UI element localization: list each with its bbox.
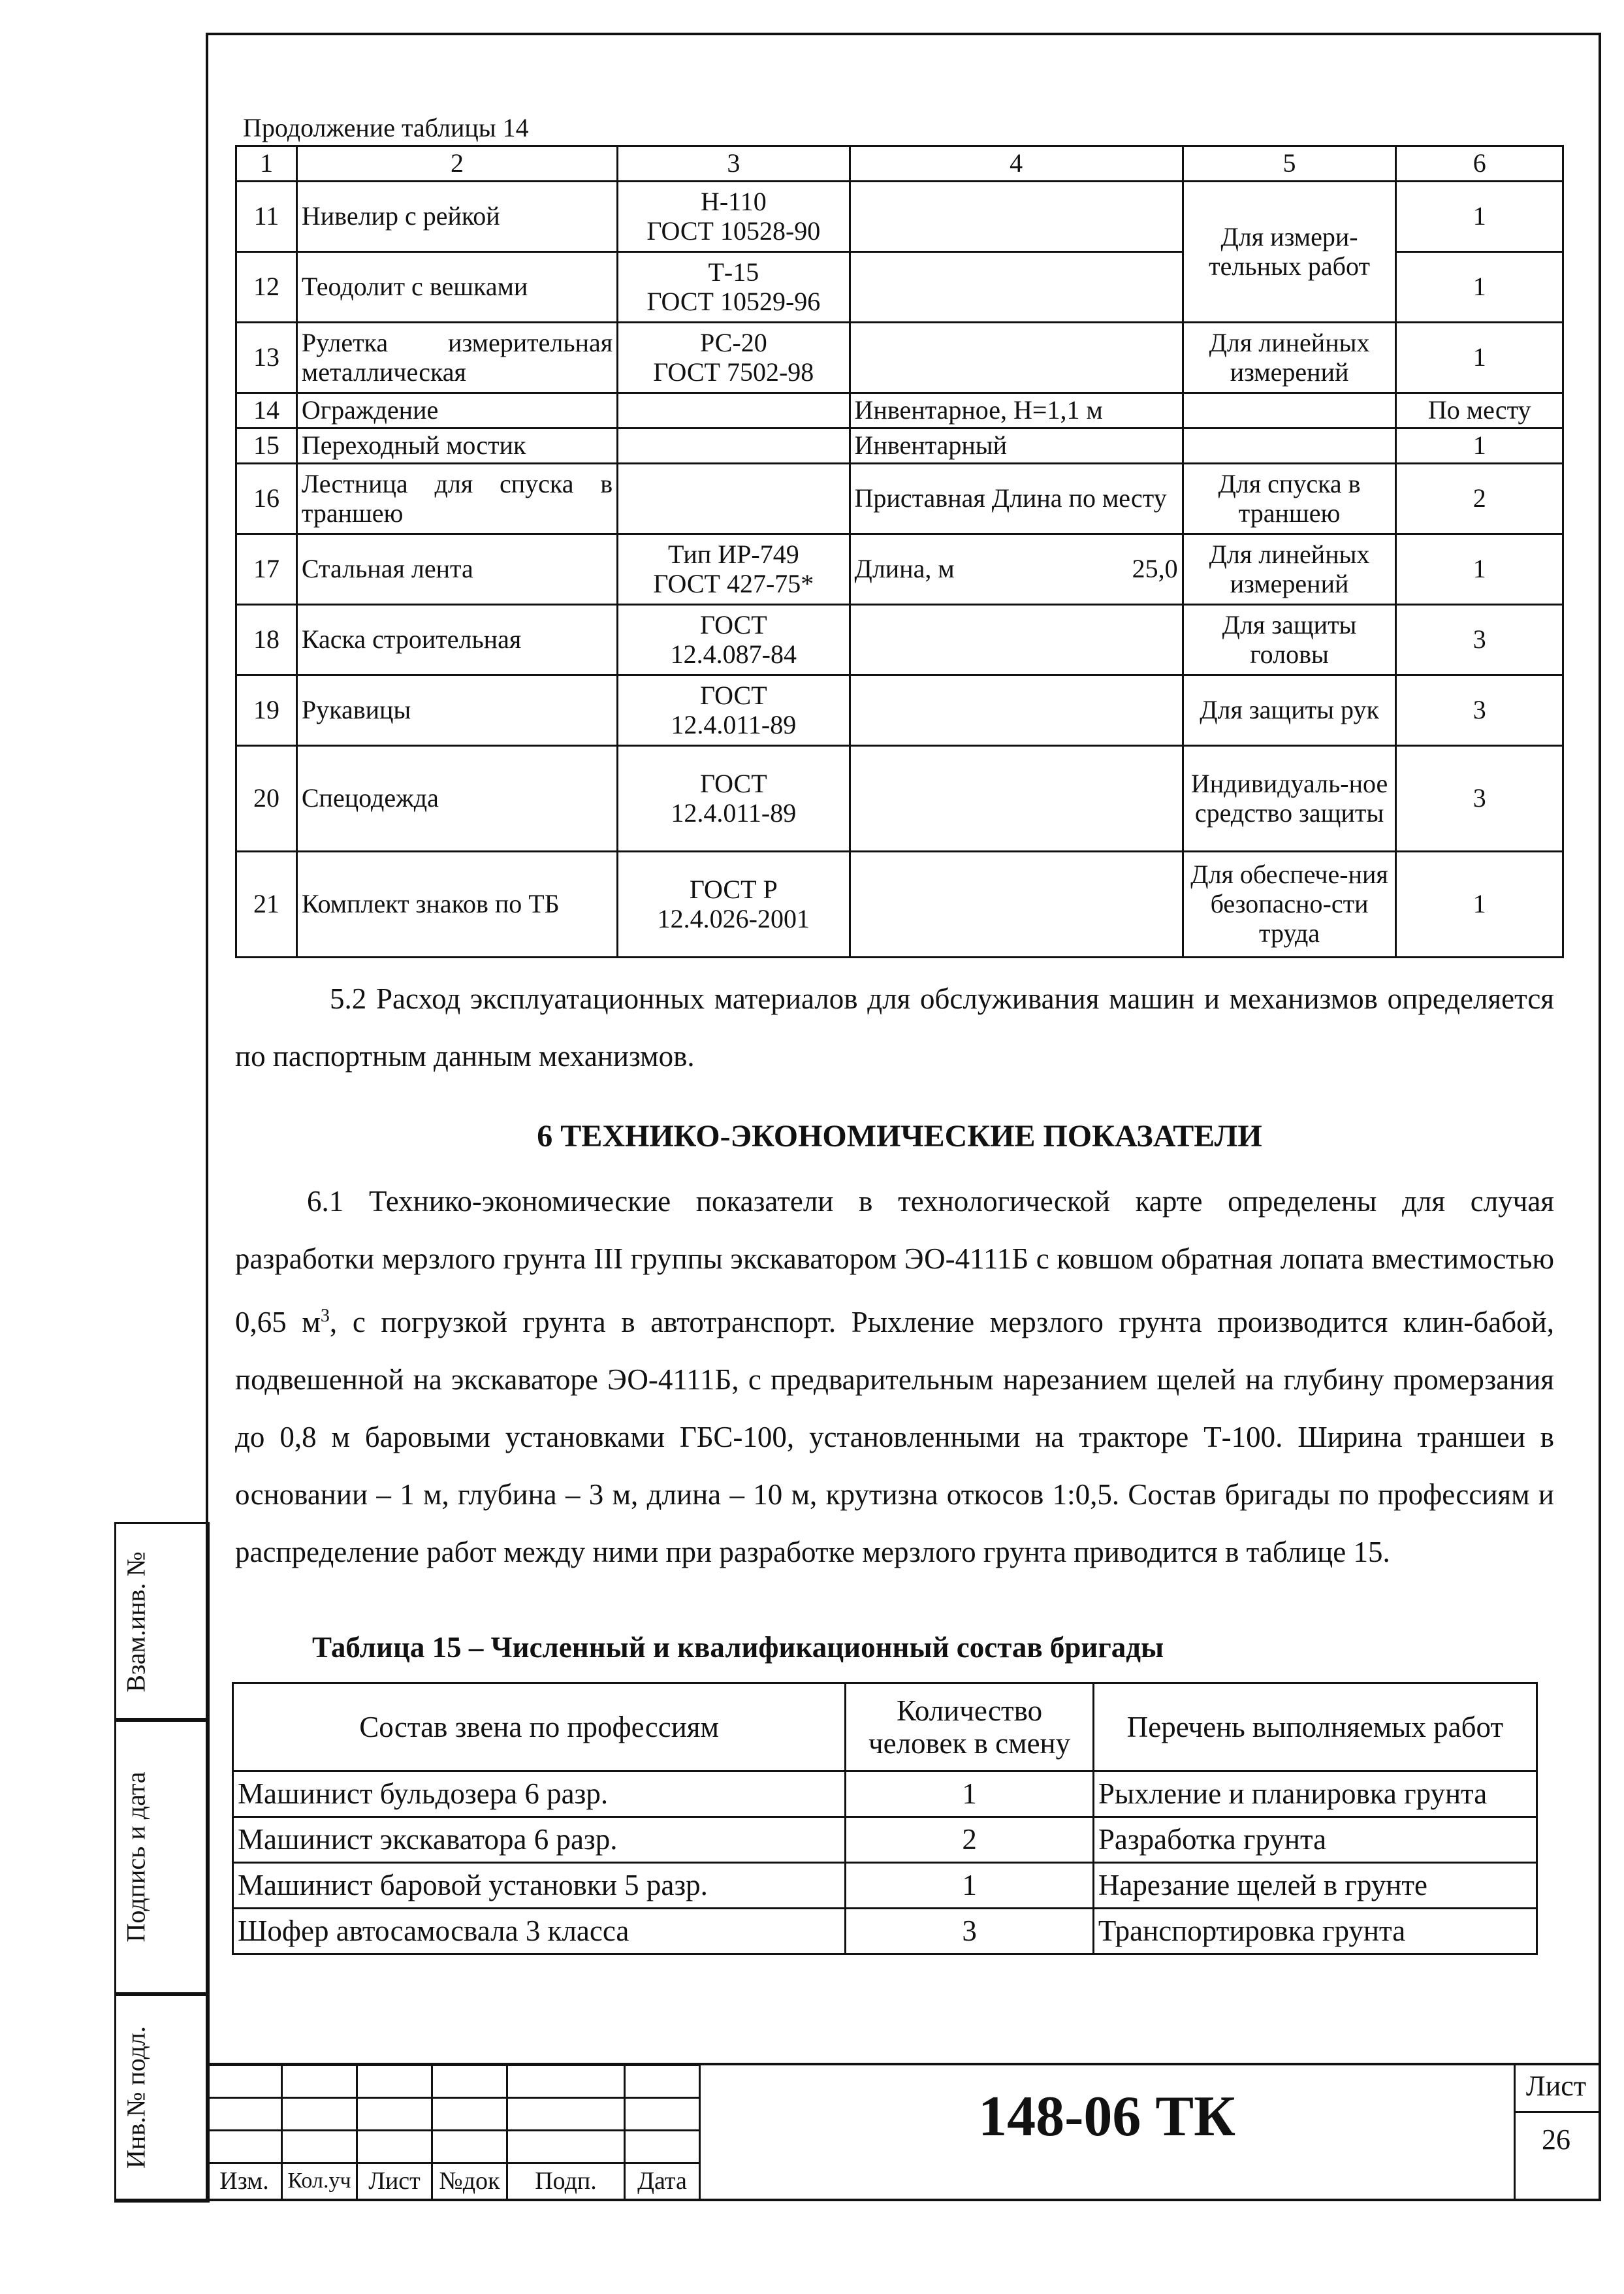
table-row bbox=[233, 1817, 1537, 1863]
table-row bbox=[233, 1771, 1537, 1817]
item-purpose bbox=[1183, 393, 1396, 428]
item-purpose: Для защиты головы bbox=[1183, 605, 1396, 675]
item-characteristics bbox=[850, 323, 1183, 393]
item-characteristics: Инвентарный bbox=[850, 428, 1183, 464]
side-box-signature-date bbox=[114, 1718, 210, 1996]
item-characteristics: Приставная Длина по месту bbox=[850, 464, 1183, 534]
item-purpose: Для обеспече-ния безопасно-сти труда bbox=[1183, 852, 1396, 958]
row-number: 15 bbox=[236, 428, 297, 464]
item-standard: Т-15 ГОСТ 10529-96 bbox=[618, 252, 850, 323]
characteristic-value: 25,0 bbox=[1132, 554, 1178, 584]
characteristic-label: Длина, м bbox=[854, 554, 955, 584]
row-number: 11 bbox=[236, 182, 297, 252]
item-name: Спецодежда bbox=[296, 746, 617, 852]
profession: Машинист баровой установки 5 разр. bbox=[233, 1863, 846, 1909]
item-purpose: Для спуска в траншею bbox=[1183, 464, 1396, 534]
side-box-original-inv bbox=[114, 1992, 210, 2203]
item-characteristics bbox=[850, 534, 1183, 605]
item-quantity: По месту bbox=[1396, 393, 1563, 428]
work-list: Транспортировка грунта bbox=[1093, 1909, 1536, 1954]
row-number: 18 bbox=[236, 605, 297, 675]
row-number: 20 bbox=[236, 746, 297, 852]
table15-caption: Таблица 15 – Численный и квалификационный состав бригады bbox=[312, 1631, 1164, 1664]
item-standard: Тип ИР-749 ГОСТ 427-75* bbox=[618, 534, 850, 605]
table-row bbox=[236, 534, 1563, 605]
revision-grid bbox=[206, 2064, 701, 2201]
table-row bbox=[236, 393, 1563, 428]
item-name: Лестница для спуска в траншею bbox=[296, 464, 617, 534]
paragraph-6-1: 6.1 Технико-экономические показатели в технологической карте определены для случая разработки мерзлого грунта III группы экскаватором ЭО-4111Б с ковшом обратная лопата вместимостью 0,65 $м^3$, с погрузкой грунта в автотранспорт. Рыхление мерзлого грунта производится клин-бабой, подвешенной на экскаваторе ЭО-4111Б, с предварительным нарезанием щелей на глубину промерзания до 0,8 м баровыми установками ГБС-100, установленными на тракторе Т-100. Ширина траншеи в основании – 1 м, глубина – 3 м, длина – 10 м, крутизна откосов 1:0,5. Состав бригады по профессиям и распределение работ между ними при разработке мерзлого грунта приводится в таблице 15. bbox=[235, 1185, 1554, 1568]
headcount: 2 bbox=[846, 1817, 1094, 1863]
item-characteristics bbox=[850, 252, 1183, 323]
side-box-replacement-inv bbox=[114, 1522, 210, 1722]
item-standard: РС-20 ГОСТ 7502-98 bbox=[618, 323, 850, 393]
revision-header-row bbox=[207, 2163, 700, 2200]
item-name: Рулетка измерительная металлическая bbox=[296, 323, 617, 393]
item-quantity: 1 bbox=[1396, 323, 1563, 393]
table14-header-cell: 6 bbox=[1396, 146, 1563, 182]
item-standard: ГОСТ 12.4.011-89 bbox=[618, 746, 850, 852]
table-row bbox=[233, 1909, 1537, 1954]
table15 bbox=[232, 1682, 1538, 1955]
profession: Шофер автосамосвала 3 класса bbox=[233, 1909, 846, 1954]
table15-header-row bbox=[233, 1683, 1537, 1771]
table14-header-row bbox=[236, 146, 1563, 182]
table-row bbox=[236, 852, 1563, 958]
item-standard bbox=[618, 393, 850, 428]
item-purpose: Для защиты рук bbox=[1183, 675, 1396, 746]
profession: Машинист бульдозера 6 разр. bbox=[233, 1771, 846, 1817]
table14-header-cell: 3 bbox=[618, 146, 850, 182]
item-quantity: 1 bbox=[1396, 428, 1563, 464]
col-count: Кол.уч bbox=[282, 2163, 357, 2200]
item-standard: Н-110 ГОСТ 10528-90 bbox=[618, 182, 850, 252]
side-label-original-inv: Инв.№ подл. bbox=[121, 2026, 151, 2169]
sheet-label: Лист bbox=[1525, 2070, 1587, 2102]
sheet-cell-split bbox=[1514, 2111, 1601, 2113]
col-sheet: Лист bbox=[357, 2163, 432, 2200]
table-row bbox=[236, 428, 1563, 464]
item-purpose: Индивидуаль-ное средство защиты bbox=[1183, 746, 1396, 852]
item-standard: ГОСТ Р 12.4.026-2001 bbox=[618, 852, 850, 958]
item-quantity: 3 bbox=[1396, 605, 1563, 675]
sheet-number: 26 bbox=[1542, 2124, 1570, 2156]
table14 bbox=[235, 145, 1564, 958]
table15-header-cell: Количество человек в смену bbox=[846, 1683, 1094, 1771]
item-quantity: 3 bbox=[1396, 746, 1563, 852]
item-name: Переходный мостик bbox=[296, 428, 617, 464]
item-name: Теодолит с вешками bbox=[296, 252, 617, 323]
item-quantity: 1 bbox=[1396, 182, 1563, 252]
side-label-replacement-inv: Взам.инв. № bbox=[121, 1551, 151, 1692]
row-number: 17 bbox=[236, 534, 297, 605]
table15-header-cell: Перечень выполняемых работ bbox=[1093, 1683, 1536, 1771]
col-signature: Подп. bbox=[507, 2163, 625, 2200]
frame-right-line bbox=[1599, 33, 1601, 2200]
table14-header-cell: 1 bbox=[236, 146, 297, 182]
item-quantity: 2 bbox=[1396, 464, 1563, 534]
item-quantity: 1 bbox=[1396, 852, 1563, 958]
item-name: Комплект знаков по ТБ bbox=[296, 852, 617, 958]
item-quantity: 1 bbox=[1396, 252, 1563, 323]
work-list: Нарезание щелей в грунте bbox=[1093, 1863, 1536, 1909]
table-row bbox=[236, 464, 1563, 534]
frame-top-line bbox=[206, 33, 1601, 35]
item-standard bbox=[618, 428, 850, 464]
table15-header-cell: Состав звена по профессиям bbox=[233, 1683, 846, 1771]
headcount: 1 bbox=[846, 1863, 1094, 1909]
side-label-signature-date: Подпись и дата bbox=[121, 1771, 151, 1943]
work-list: Рыхление и планировка грунта bbox=[1093, 1771, 1536, 1817]
title-block-top-line bbox=[206, 2063, 1601, 2065]
headcount: 3 bbox=[846, 1909, 1094, 1954]
table14-caption: Продолжение таблицы 14 bbox=[243, 113, 529, 142]
item-characteristics bbox=[850, 182, 1183, 252]
item-standard bbox=[618, 464, 850, 534]
table-row bbox=[236, 323, 1563, 393]
table-row bbox=[236, 605, 1563, 675]
table-row bbox=[233, 1863, 1537, 1909]
item-name: Нивелир с рейкой bbox=[296, 182, 617, 252]
col-change: Изм. bbox=[207, 2163, 282, 2200]
item-standard: ГОСТ 12.4.087-84 bbox=[618, 605, 850, 675]
item-purpose bbox=[1183, 428, 1396, 464]
table-row bbox=[236, 182, 1563, 252]
row-number: 16 bbox=[236, 464, 297, 534]
item-name: Стальная лента bbox=[296, 534, 617, 605]
item-name: Рукавицы bbox=[296, 675, 617, 746]
section-heading: 6 ТЕХНИКО-ЭКОНОМИЧЕСКИЕ ПОКАЗАТЕЛИ bbox=[537, 1119, 1262, 1154]
item-standard: ГОСТ 12.4.011-89 bbox=[618, 675, 850, 746]
item-purpose: Для измери-тельных работ bbox=[1183, 182, 1396, 323]
superscript: 3 bbox=[320, 1306, 330, 1326]
document-code: 148-06 ТК bbox=[978, 2085, 1235, 2148]
item-purpose: Для линейных измерений bbox=[1183, 323, 1396, 393]
table14-header-cell: 2 bbox=[296, 146, 617, 182]
headcount: 1 bbox=[846, 1771, 1094, 1817]
row-number: 19 bbox=[236, 675, 297, 746]
item-name: Ограждение bbox=[296, 393, 617, 428]
item-quantity: 3 bbox=[1396, 675, 1563, 746]
item-characteristics: Инвентарное, Н=1,1 м bbox=[850, 393, 1183, 428]
work-list: Разработка грунта bbox=[1093, 1817, 1536, 1863]
col-doc-number: №док bbox=[432, 2163, 507, 2200]
profession: Машинист экскаватора 6 разр. bbox=[233, 1817, 846, 1863]
item-characteristics bbox=[850, 746, 1183, 852]
table14-header-cell: 5 bbox=[1183, 146, 1396, 182]
table-row bbox=[236, 746, 1563, 852]
row-number: 12 bbox=[236, 252, 297, 323]
row-number: 14 bbox=[236, 393, 297, 428]
row-number: 13 bbox=[236, 323, 297, 393]
paragraph-5-2: 5.2 Расход эксплуатационных материалов для обслуживания машин и механизмов определяется по паспортным данным механизмов. bbox=[235, 982, 1554, 1073]
item-characteristics bbox=[850, 605, 1183, 675]
item-characteristics bbox=[850, 852, 1183, 958]
table14-header-cell: 4 bbox=[850, 146, 1183, 182]
item-characteristics bbox=[850, 675, 1183, 746]
item-purpose: Для линейных измерений bbox=[1183, 534, 1396, 605]
table-row bbox=[236, 675, 1563, 746]
col-date: Дата bbox=[625, 2163, 700, 2200]
item-name: Каска строительная bbox=[296, 605, 617, 675]
row-number: 21 bbox=[236, 852, 297, 958]
item-quantity: 1 bbox=[1396, 534, 1563, 605]
